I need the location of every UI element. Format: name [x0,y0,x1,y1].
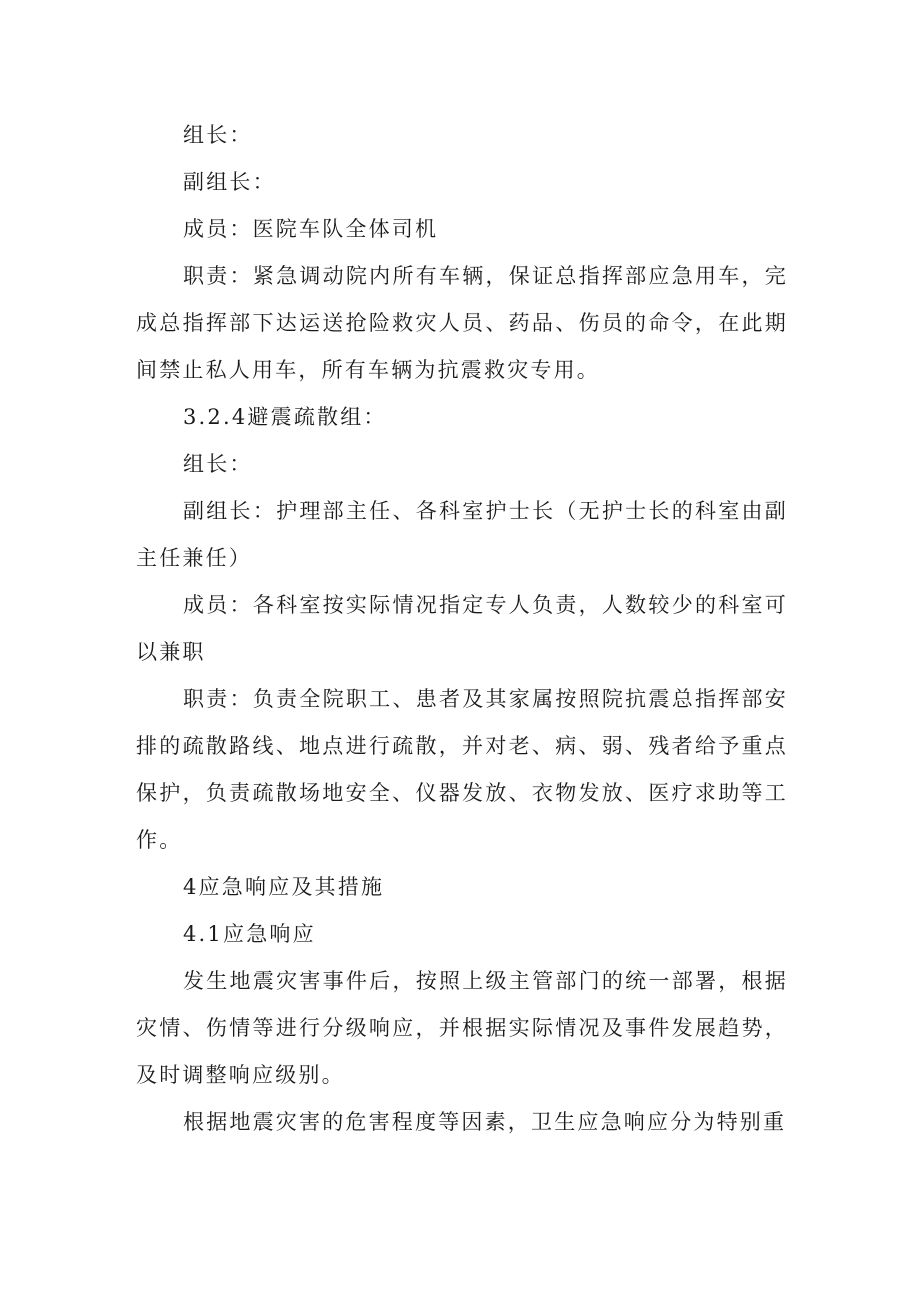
document-body [136,112,788,1146]
paragraph-evacuation-members: 成员：各科室按实际情况指定专人负责，人数较少的科室可以兼职 [136,593,788,664]
paragraph-response-levels: 根据地震灾害的危害程度等因素，卫生应急响应分为特别重 [183,1110,787,1134]
paragraph-members: 成员：医院车队全体司机 [183,217,439,241]
section-heading-emergency-response-measures: 4应急响应及其措施 [183,875,385,899]
paragraph-deputy-leader: 副组长： [183,170,276,194]
section-heading-emergency-response: 4.1应急响应 [183,922,316,946]
paragraph-duties-transport: 职责：紧急调动院内所有车辆，保证总指挥部应急用车，完成总指挥部下达运送抢险救灾人员、药品、伤员的命令，在此期间禁止私人用车，所有车辆为抗震救灾专用。 [136,264,788,382]
paragraph-group-leader: 组长： [183,123,253,147]
paragraph-evacuation-deputy-leader: 副组长：护理部主任、各科室护士长（无护士长的科室由副主任兼任） [136,499,788,570]
paragraph-duties-evacuation: 职责：负责全院职工、患者及其家属按照院抗震总指挥部安排的疏散路线、地点进行疏散，并对老、病、弱、残者给予重点保护，负责疏散场地安全、仪器发放、衣物发放、医疗求助等工作。 [136,687,788,852]
paragraph-evacuation-leader: 组长： [183,452,253,476]
section-heading-evacuation-group: 3.2.4避震疏散组： [183,405,387,429]
paragraph-response-overview: 发生地震灾害事件后，按照上级主管部门的统一部署，根据灾情、伤情等进行分级响应，并根据实际情况及事件发展趋势，及时调整响应级别。 [136,969,788,1087]
